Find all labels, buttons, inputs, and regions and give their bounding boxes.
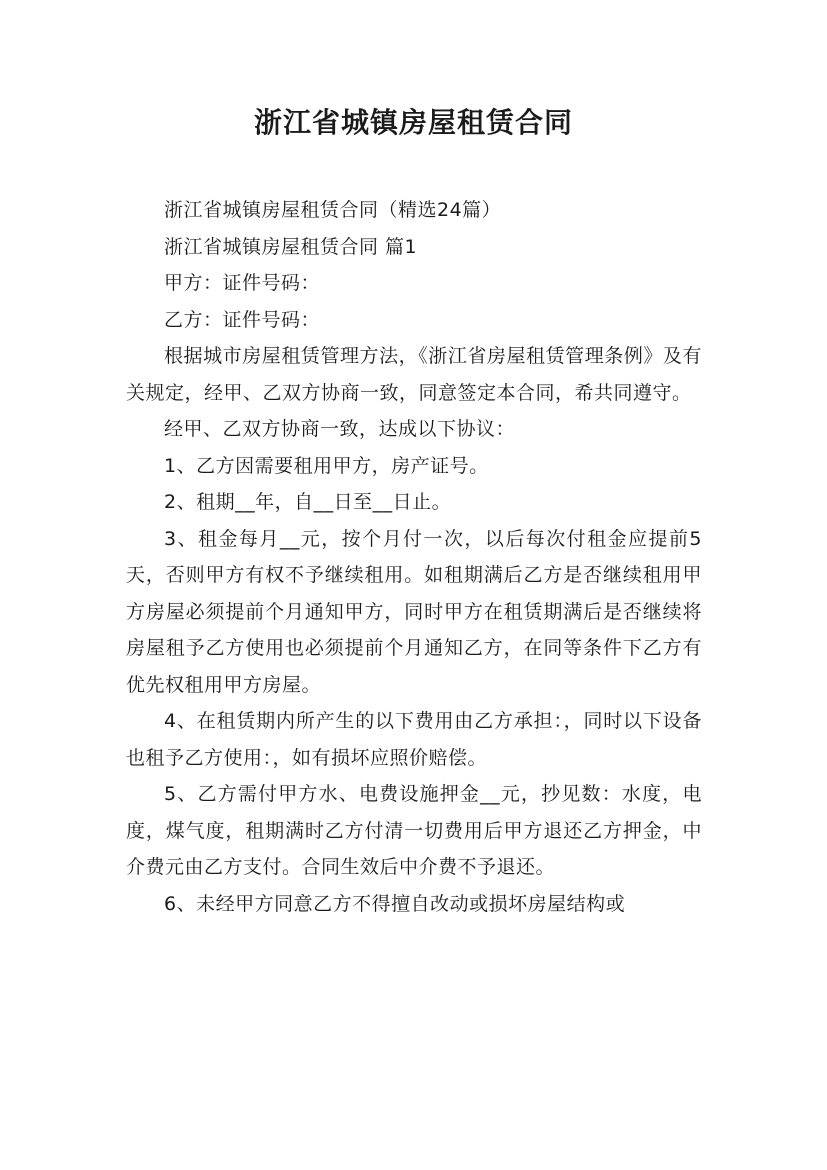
paragraph-clause-6: 6、未经甲方同意乙方不得擅自改动或损坏房屋结构或 <box>164 892 626 915</box>
paragraph-clause-4: 4、在租赁期内所产生的以下费用由乙方承担：，同时以下设备也租予乙方使用：，如有损坏应照价赔偿。 <box>126 710 702 769</box>
paragraph-agreement-intro: 经甲、乙双方协商一致，达成以下协议： <box>164 418 516 440</box>
paragraph-party-b: 乙方：证件号码： <box>164 308 321 331</box>
document-body <box>126 192 702 922</box>
paragraph-clause-1: 1、乙方因需要租用甲方，房产证号。 <box>164 454 489 477</box>
paragraph-party-a: 甲方：证件号码： <box>164 272 321 294</box>
paragraph-heading-selected: 浙江省城镇房屋租赁合同（精选24篇） <box>164 199 502 221</box>
paragraph-basis: 根据城市房屋租赁管理方法，《浙江省房屋租赁管理条例》及有关规定，经甲、乙双方协商一致，同意签定本合同，希共同遵守。 <box>126 345 702 404</box>
paragraph-clause-2: 2、租期__年，自__日至__日止。 <box>164 491 452 513</box>
document-title: 浙江省城镇房屋租赁合同 <box>253 106 573 139</box>
paragraph-section-title: 浙江省城镇房屋租赁合同 篇1 <box>164 235 418 258</box>
paragraph-clause-5: 5、乙方需付甲方水、电费设施押金__元，抄见数：水度，电度，煤气度，租期满时乙方付清一切费用后甲方退还乙方押金，中介费元由乙方支付。合同生效后中介费不予退还。 <box>126 783 702 878</box>
paragraph-clause-3: 3、租金每月__元，按个月付一次，以后每次付租金应提前5天，否则甲方有权不予继续租用。如租期满后乙方是否继续租用甲方房屋必须提前个月通知甲方，同时甲方在租赁期满后是否继续将房屋租予乙方使用也必须提前个月通知乙方，在同等条件下乙方有优先权租用甲方房屋。 <box>126 527 702 696</box>
